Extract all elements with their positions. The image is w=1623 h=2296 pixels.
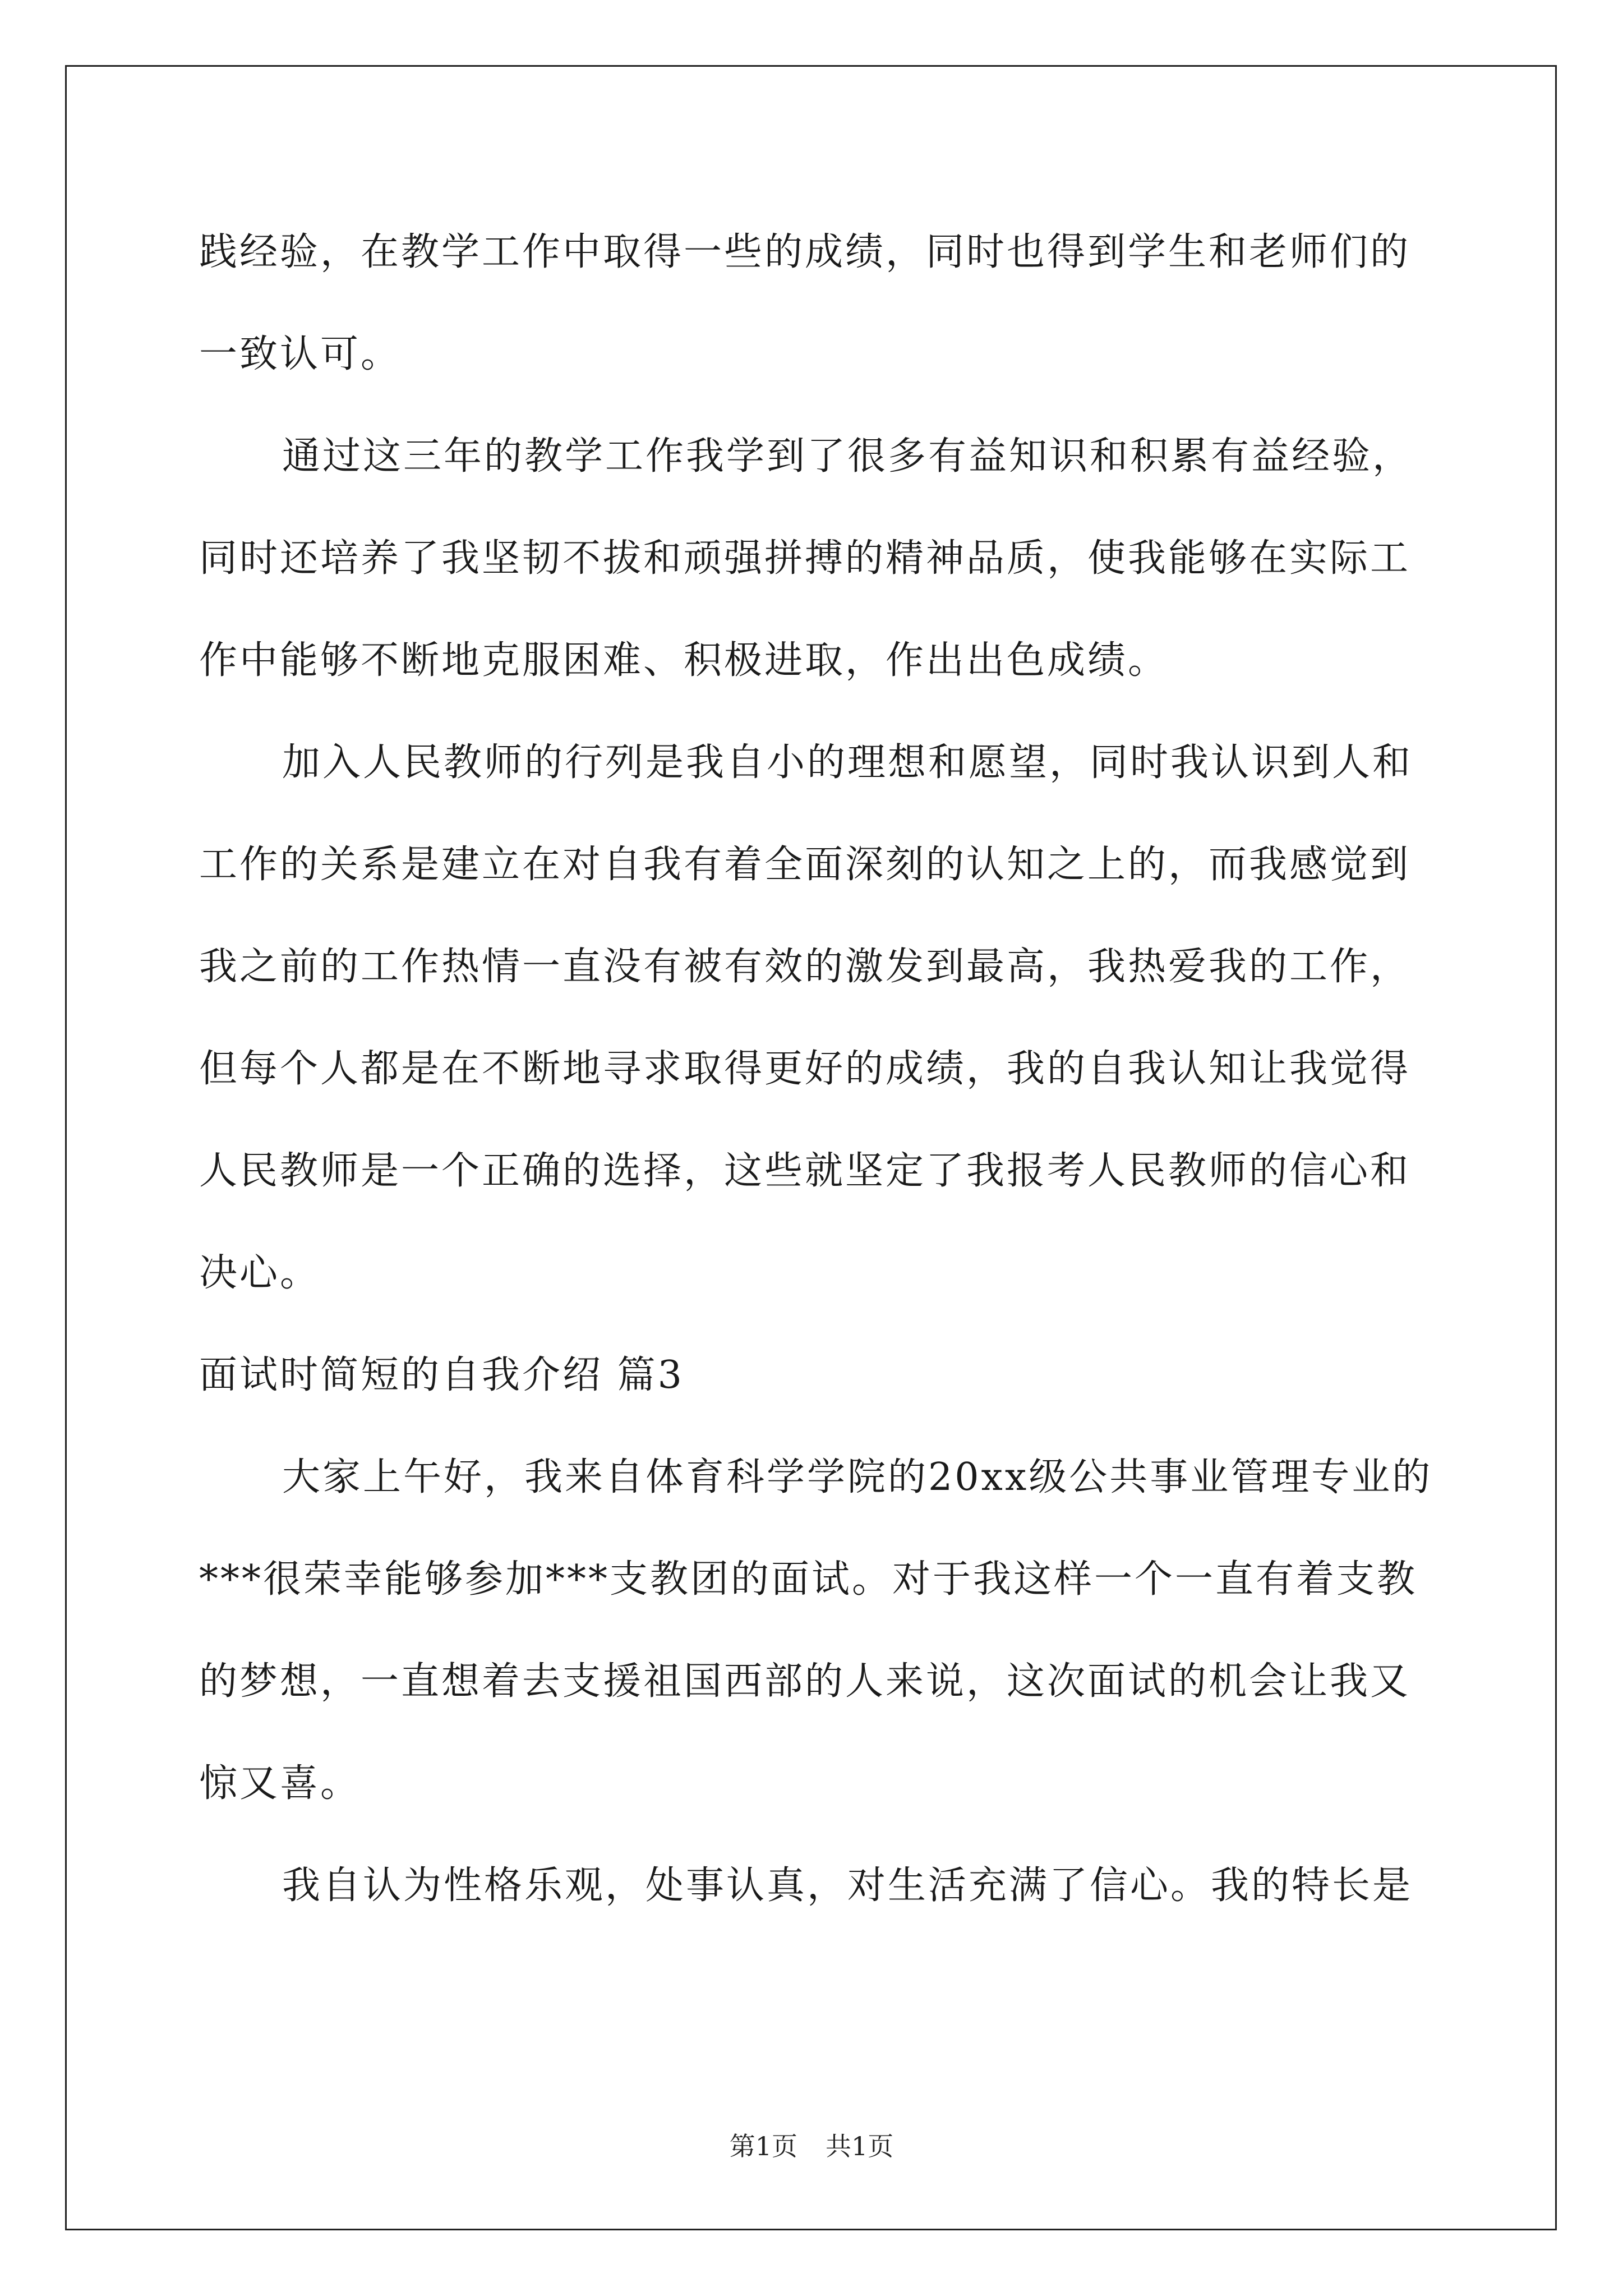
document-body xyxy=(199,219,1433,1954)
text-line: 的梦想，一直想着去支援祖国西部的人来说，这次面试的机会让我又 xyxy=(199,1659,1411,1704)
page-number: 第1页 xyxy=(729,2131,797,2161)
text-line: 我自认为性格乐观，处事认真，对生活充满了信心。我的特长是 xyxy=(282,1864,1413,1908)
section-heading: 面试时简短的自我介绍 篇3 xyxy=(199,1353,684,1397)
text-line: 大家上午好，我来自体育科学学院的20xx级公共事业管理专业的 xyxy=(282,1455,1433,1499)
text-line: ***很荣幸能够参加***支教团的面试。对于我这样一个一直有着支教 xyxy=(199,1557,1418,1602)
text-line: 但每个人都是在不断地寻求取得更好的成绩，我的自我认知让我觉得 xyxy=(199,1047,1411,1091)
text-line: 加入人民教师的行列是我自小的理想和愿望，同时我认识到人和 xyxy=(282,740,1413,785)
text-line: 我之前的工作热情一直没有被有效的激发到最高，我热爱我的工作， xyxy=(199,945,1411,989)
text-line: 通过这三年的教学工作我学到了很多有益知识和积累有益经验， xyxy=(282,434,1413,478)
text-line: 一致认可。 xyxy=(199,332,402,376)
text-line: 践经验，在教学工作中取得一些的成绩，同时也得到学生和老师们的 xyxy=(199,230,1411,274)
page-total: 共1页 xyxy=(826,2131,894,2161)
page-footer xyxy=(0,2126,1623,2163)
text-line: 决心。 xyxy=(199,1251,321,1295)
text-line: 惊又喜。 xyxy=(199,1761,361,1806)
text-line: 工作的关系是建立在对自我有着全面深刻的认知之上的，而我感觉到 xyxy=(199,843,1411,887)
text-line: 人民教师是一个正确的选择，这些就坚定了我报考人民教师的信心和 xyxy=(199,1149,1411,1193)
text-line: 作中能够不断地克服困难、积极进取，作出出色成绩。 xyxy=(199,638,1169,683)
text-line: 同时还培养了我坚韧不拔和顽强拼搏的精神品质，使我能够在实际工 xyxy=(199,536,1411,581)
